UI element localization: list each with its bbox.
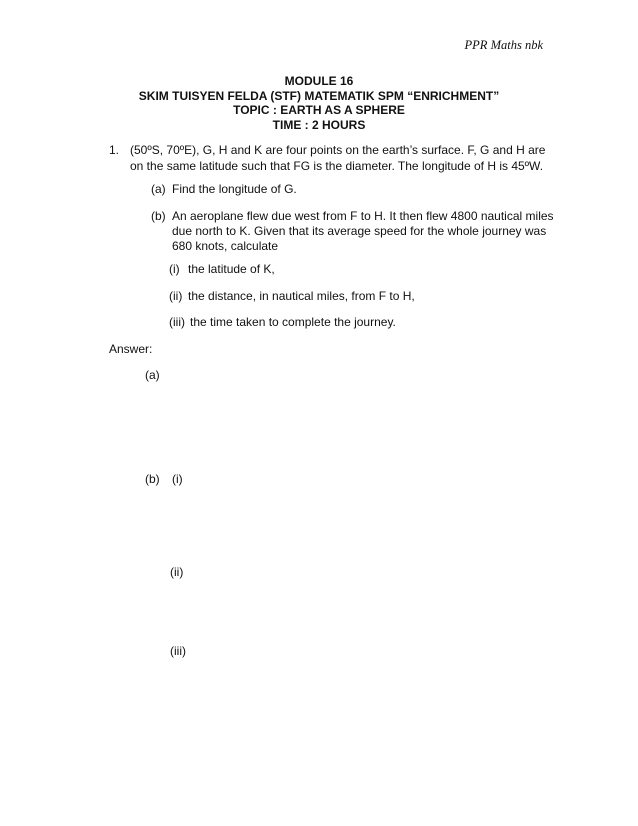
part-b-label: (b) xyxy=(151,209,166,223)
part-b-text xyxy=(172,209,554,254)
question-stem-line: (50ºS, 70ºE), G, H and K are four points on the earth’s surface. F, G and H are xyxy=(130,143,546,157)
answer-b-ii-label: (ii) xyxy=(170,565,184,579)
sub-i-label: (i) xyxy=(169,262,180,276)
answer-b-label: (b) xyxy=(145,472,160,486)
part-a-text: Find the longitude of G. xyxy=(172,182,297,196)
answer-b-i-label: (i) xyxy=(172,472,183,486)
part-b-line: 680 knots, calculate xyxy=(172,239,279,253)
question-number: 1. xyxy=(109,143,120,157)
part-a-label: (a) xyxy=(151,182,166,196)
time-allowed: TIME : 2 HOURS xyxy=(272,117,366,132)
topic-title: TOPIC : EARTH AS A SPHERE xyxy=(233,103,405,117)
part-b-line: An aeroplane flew due west from F to H. It then flew 4800 nautical miles xyxy=(172,209,554,223)
answer-heading: Answer: xyxy=(109,342,153,356)
sub-i-text: the latitude of K, xyxy=(188,262,275,276)
sub-ii-text: the distance, in nautical miles, from F to H, xyxy=(188,289,415,303)
sub-iii-label: (iii) xyxy=(169,315,185,329)
sub-iii-text: the time taken to complete the journey. xyxy=(190,315,396,329)
answer-b-iii-label: (iii) xyxy=(170,644,186,658)
page-header-label: PPR Maths nbk xyxy=(464,38,543,52)
sub-ii-label: (ii) xyxy=(169,289,183,303)
module-title-block xyxy=(0,74,638,132)
module-title: MODULE 16 xyxy=(284,74,354,88)
question-stem-line: on the same latitude such that FG is the diameter. The longitude of H is 45ºW. xyxy=(130,158,544,173)
answer-a-label: (a) xyxy=(145,368,160,382)
part-b-line: due north to K. Given that its average speed for the whole journey was xyxy=(172,224,547,238)
question-stem xyxy=(130,143,545,174)
program-title: SKIM TUISYEN FELDA (STF) MATEMATIK SPM “ENRICHMENT” xyxy=(138,88,500,103)
